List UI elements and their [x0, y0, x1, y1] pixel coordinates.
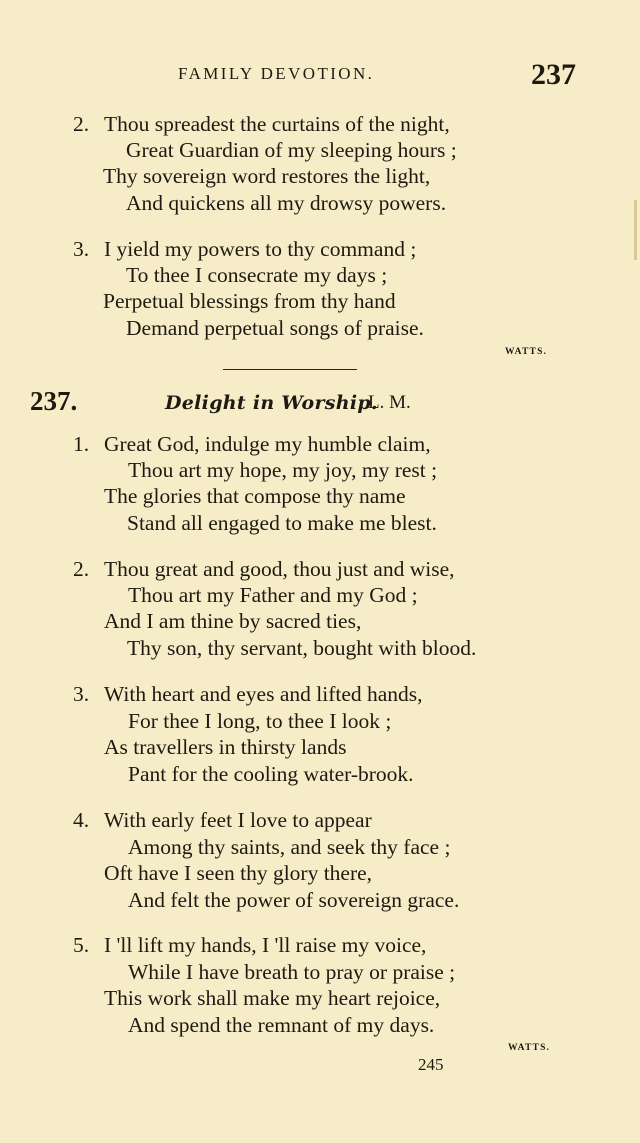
hymn-attribution: WATTS. [508, 1043, 551, 1053]
verse-number: 1. [73, 432, 90, 456]
verse-line: For thee I long, to thee I look ; [128, 709, 392, 733]
verse-line: I yield my powers to thy command ; [104, 237, 417, 261]
verse-line: This work shall make my heart rejoice, [104, 986, 441, 1010]
verse-line: Stand all engaged to make me blest. [127, 511, 437, 535]
verse-number: 3. [73, 237, 90, 261]
running-header: FAMILY DEVOTION. [178, 64, 375, 83]
verse-number: 4. [73, 808, 90, 832]
verse-line: I 'll lift my hands, I 'll raise my voice, [104, 933, 427, 957]
hymn-meter: L. M. [368, 392, 411, 413]
verse-line: Thou spreadest the curtains of the night, [104, 112, 450, 136]
verse-line: Thou great and good, thou just and wise, [104, 557, 455, 581]
verse-line: Thy sovereign word restores the light, [103, 164, 431, 188]
hymn-number: 237. [30, 386, 78, 416]
verse-line: With early feet I love to appear [104, 808, 372, 832]
verse-line: Thou art my hope, my joy, my rest ; [128, 458, 438, 482]
verse-number: 2. [73, 112, 90, 136]
verse-line: Thy son, thy servant, bought with blood. [127, 636, 477, 660]
verse-line: Perpetual blessings from thy hand [103, 289, 396, 313]
section-divider [223, 369, 357, 370]
verse-line: Thou art my Father and my God ; [128, 583, 418, 607]
verse-line: And spend the remnant of my days. [128, 1013, 435, 1037]
verse-line: Great God, indulge my humble claim, [104, 432, 431, 456]
verse-line: And I am thine by sacred ties, [104, 609, 362, 633]
verse-line: Demand perpetual songs of praise. [126, 316, 424, 340]
verse-line: The glories that compose thy name [104, 484, 406, 508]
header-page-number: 237 [531, 58, 576, 91]
verse-line: With heart and eyes and lifted hands, [104, 682, 423, 706]
verse-number: 3. [73, 682, 90, 706]
verse-line: Great Guardian of my sleeping hours ; [126, 138, 457, 162]
verse-line: And quickens all my drowsy powers. [126, 191, 447, 215]
hymn-title: Delight in Worship. [165, 392, 378, 414]
page-edge-shadow [634, 200, 637, 260]
verse-line: As travellers in thirsty lands [104, 735, 347, 759]
verse-line: Pant for the cooling water-brook. [128, 762, 414, 786]
verse-number: 5. [73, 933, 90, 957]
verse-line: Oft have I seen thy glory there, [104, 861, 373, 885]
verse-line: While I have breath to pray or praise ; [128, 960, 456, 984]
prev-hymn-attribution: WATTS. [505, 347, 548, 357]
verse-number: 2. [73, 557, 90, 581]
footer-page-number: 245 [418, 1055, 444, 1074]
verse-line: And felt the power of sovereign grace. [128, 888, 460, 912]
verse-line: Among thy saints, and seek thy face ; [128, 835, 451, 859]
verse-line: To thee I consecrate my days ; [126, 263, 388, 287]
